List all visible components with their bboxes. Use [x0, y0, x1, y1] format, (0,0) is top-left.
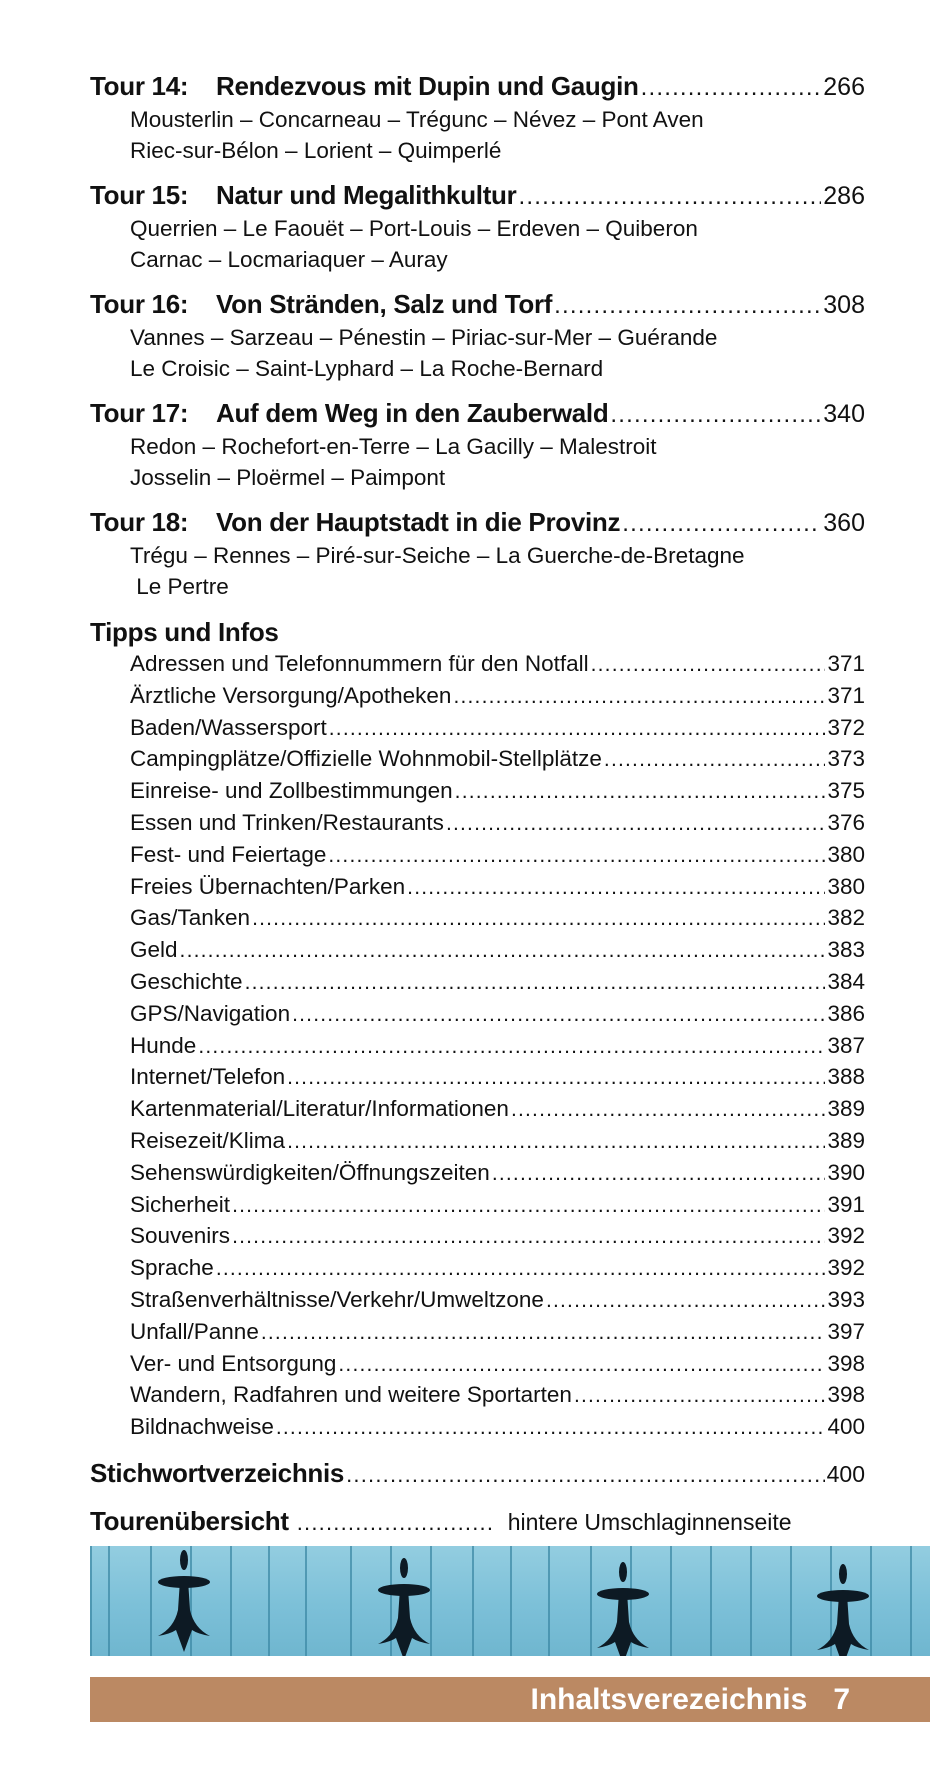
tips-entry[interactable] — [130, 999, 865, 1031]
footer-title — [531, 1677, 850, 1722]
entry-page: 371 — [827, 651, 865, 676]
tips-entry[interactable] — [130, 967, 865, 999]
tips-entry[interactable] — [130, 935, 865, 967]
tour-stops-line: Le Croisic – Saint-Lyphard – La Roche-Bernard — [130, 356, 604, 381]
entry-label: Geschichte — [130, 968, 243, 994]
ermine-icon — [593, 1562, 653, 1656]
dot-leader — [276, 1413, 826, 1444]
dot-leader — [574, 1381, 826, 1412]
dot-leader — [455, 777, 826, 808]
dot-leader — [604, 745, 826, 776]
dot-leader — [622, 508, 821, 540]
dot-leader — [453, 682, 825, 713]
tour-title: Rendezvous mit Dupin und Gaugin — [216, 71, 639, 101]
dot-leader — [546, 1286, 826, 1317]
ermine-icon — [813, 1564, 873, 1656]
tour-heading[interactable] — [90, 70, 865, 104]
tour-page: 340 — [823, 400, 865, 428]
entry-page: 372 — [827, 714, 865, 740]
dot-leader — [180, 936, 826, 967]
dot-leader — [245, 968, 826, 999]
tour-entry — [90, 397, 865, 493]
ermine-door-photo — [90, 1546, 930, 1656]
tour-number: Tour 14: — [90, 71, 189, 101]
entry-page: 391 — [827, 1191, 865, 1217]
dot-leader — [252, 904, 825, 935]
tips-entry[interactable] — [130, 1349, 865, 1381]
tips-entry[interactable] — [130, 1126, 865, 1158]
dot-leader — [292, 1000, 825, 1031]
tips-entry[interactable] — [130, 713, 865, 745]
wood-plank-line — [90, 1546, 92, 1656]
tips-entry[interactable] — [130, 1285, 865, 1317]
tips-entry[interactable] — [130, 1380, 865, 1412]
wood-plank-line — [150, 1546, 152, 1656]
entry-page: 400 — [826, 1460, 865, 1487]
dot-leader — [554, 290, 821, 322]
entry-label: Wandern, Radfahren und weitere Sportarten — [130, 1382, 572, 1408]
entry-label: Ärztliche Versorgung/Apotheken — [130, 682, 452, 708]
tips-entry[interactable] — [130, 776, 865, 808]
entry-page: 376 — [827, 809, 865, 835]
entry-page: 384 — [827, 968, 865, 994]
tour-page: 360 — [823, 509, 865, 537]
tips-entry[interactable] — [130, 1158, 865, 1190]
tour-page: 286 — [823, 182, 865, 210]
entry-page: 397 — [827, 1318, 865, 1344]
wood-plank-line — [472, 1546, 474, 1656]
dot-leader — [338, 1350, 825, 1381]
dot-leader — [610, 399, 821, 431]
tour-title: Von Stränden, Salz und Torf — [216, 289, 553, 319]
dot-leader — [287, 1063, 825, 1094]
wood-plank-line — [548, 1546, 550, 1656]
tour-title: Von der Hauptstadt in die Provinz — [216, 507, 621, 537]
entry-label: Straßenverhältnisse/Verkehr/Umweltzone — [130, 1286, 544, 1312]
tour-entry — [90, 288, 865, 384]
entry-page: 390 — [827, 1159, 865, 1185]
tour-stops — [90, 431, 865, 493]
tour-number: Tour 15: — [90, 180, 189, 210]
entry-label: Souvenirs — [130, 1223, 231, 1249]
tour-heading[interactable] — [90, 288, 865, 322]
wood-plank-line — [750, 1546, 752, 1656]
entry-label: Campingplätze/Offizielle Wohnmobil-Stellplätze — [130, 746, 602, 772]
dot-leader — [346, 1458, 825, 1492]
tips-entry[interactable] — [130, 1031, 865, 1063]
entry-page: hintere Umschlaginnenseite — [507, 1508, 792, 1535]
dot-leader — [232, 1191, 825, 1222]
tour-stops-line: Querrien – Le Faouët – Port-Louis – Erdeven – Quiberon — [130, 216, 698, 241]
tour-stops-line: Mousterlin – Concarneau – Trégunc – Névez – Pont Aven — [130, 107, 704, 132]
entry-page: 373 — [827, 746, 865, 772]
entry-page: 387 — [827, 1032, 865, 1058]
entry-page: 392 — [827, 1223, 865, 1249]
wood-plank-line — [350, 1546, 352, 1656]
tour-stops — [90, 104, 865, 166]
tips-entry[interactable] — [130, 1062, 865, 1094]
tour-entry — [90, 70, 865, 166]
tips-entry[interactable] — [130, 744, 865, 776]
dot-leader — [287, 1127, 825, 1158]
wood-plank-line — [670, 1546, 672, 1656]
wood-plank-line — [268, 1546, 270, 1656]
entry-page: 388 — [827, 1064, 865, 1090]
dot-leader — [198, 1032, 825, 1063]
dot-leader — [232, 1222, 825, 1253]
tour-stops-line: Riec-sur-Bélon – Lorient – Quimperlé — [130, 138, 502, 163]
tour-stops — [90, 540, 865, 602]
entry-page: 371 — [827, 682, 865, 708]
entry-label: Fest- und Feiertage — [130, 841, 327, 867]
toc-entry-overview[interactable] — [90, 1504, 865, 1540]
entry-label: Unfall/Panne — [130, 1318, 259, 1344]
entry-page: 382 — [827, 905, 865, 931]
tips-entry[interactable] — [130, 808, 865, 840]
wood-plank-line — [305, 1546, 307, 1656]
table-of-contents — [90, 70, 865, 1540]
tips-entry[interactable] — [130, 903, 865, 935]
entry-page: 375 — [827, 778, 865, 804]
tour-entry — [90, 179, 865, 275]
dot-leader — [492, 1159, 826, 1190]
tour-heading[interactable] — [90, 506, 865, 540]
tips-entry[interactable] — [130, 1190, 865, 1222]
tips-entry[interactable] — [130, 681, 865, 713]
entry-page: 389 — [827, 1096, 865, 1122]
tour-stops-line: Trégu – Rennes – Piré-sur-Seiche – La Guerche-de-Bretagne — [130, 543, 745, 568]
tour-title: Auf dem Weg in den Zauberwald — [216, 398, 609, 428]
dot-leader — [591, 650, 826, 681]
ermine-icon — [154, 1550, 214, 1654]
tour-number: Tour 18: — [90, 507, 189, 537]
dot-leader — [329, 714, 826, 745]
entry-label: Tourenübersicht — [90, 1505, 289, 1536]
ermine-icon — [374, 1558, 434, 1656]
tips-entry[interactable] — [130, 649, 865, 681]
footer-section: Inhaltsverezeichnis — [530, 1683, 808, 1716]
section-title: Tipps und Infos — [90, 617, 279, 647]
toc-entry-index[interactable] — [90, 1456, 865, 1492]
entry-page: 380 — [827, 873, 865, 899]
entry-page: 393 — [827, 1286, 865, 1312]
tour-stops — [90, 322, 865, 384]
tour-title: Natur und Megalithkultur — [216, 180, 517, 210]
entry-label: Freies Übernachten/Parken — [130, 873, 406, 899]
tips-section — [90, 615, 865, 1444]
tour-heading[interactable] — [90, 179, 865, 213]
tips-entry[interactable] — [130, 1221, 865, 1253]
entry-page: 386 — [827, 1000, 865, 1026]
entry-page: 398 — [827, 1382, 865, 1408]
tour-page: 266 — [823, 73, 865, 101]
entry-label: Sicherheit — [130, 1191, 231, 1217]
wood-plank-line — [510, 1546, 512, 1656]
tour-stops — [90, 213, 865, 275]
wood-plank-line — [108, 1546, 110, 1656]
tips-entry[interactable] — [130, 872, 865, 904]
tour-page: 308 — [823, 291, 865, 319]
entry-page: 383 — [827, 937, 865, 963]
entry-page: 380 — [827, 841, 865, 867]
entry-page: 389 — [827, 1127, 865, 1153]
entry-label: Baden/Wassersport — [130, 714, 327, 740]
tour-list — [90, 70, 865, 602]
dot-leader — [511, 1095, 826, 1126]
entry-label: Einreise- und Zollbestimmungen — [130, 778, 453, 804]
dot-leader — [216, 1254, 826, 1285]
tips-entry[interactable] — [130, 840, 865, 872]
dot-leader — [261, 1318, 826, 1349]
tips-list — [90, 649, 865, 1444]
entry-label: Bildnachweise — [130, 1414, 274, 1440]
dot-leader — [297, 1506, 492, 1540]
entry-label: Reisezeit/Klima — [130, 1127, 286, 1153]
tour-stops-line: Carnac – Locmariaquer – Auray — [130, 247, 448, 272]
entry-page: 392 — [827, 1255, 865, 1281]
tour-stops-line: Redon – Rochefort-en-Terre – La Gacilly – Malestroit — [130, 434, 657, 459]
tour-number: Tour 17: — [90, 398, 189, 428]
wood-plank-line — [710, 1546, 712, 1656]
tour-heading[interactable] — [90, 397, 865, 431]
running-footer — [90, 1677, 930, 1722]
entry-label: Sprache — [130, 1255, 214, 1281]
entry-label: Kartenmaterial/Literatur/Informationen — [130, 1096, 509, 1122]
entry-label: Ver- und Entsorgung — [130, 1350, 337, 1376]
tour-stops-line: Josselin – Ploërmel – Paimpont — [130, 465, 446, 490]
wood-plank-line — [790, 1546, 792, 1656]
dot-leader — [641, 72, 822, 104]
tour-number: Tour 16: — [90, 289, 189, 319]
tour-entry — [90, 506, 865, 602]
wood-plank-line — [910, 1546, 912, 1656]
tips-entry[interactable] — [130, 1412, 865, 1444]
wood-plank-line — [230, 1546, 232, 1656]
dot-leader — [407, 873, 825, 904]
tips-entry[interactable] — [130, 1094, 865, 1126]
tips-entry[interactable] — [130, 1317, 865, 1349]
entry-label: Essen und Trinken/Restaurants — [130, 809, 444, 835]
tips-entry[interactable] — [130, 1253, 865, 1285]
entry-label: Stichwortverzeichnis — [90, 1457, 345, 1488]
dot-leader — [328, 841, 825, 872]
wood-plank-line — [590, 1546, 592, 1656]
entry-label: GPS/Navigation — [130, 1000, 291, 1026]
tour-stops-line: Le Pertre — [130, 574, 229, 599]
entry-label: Adressen und Telefonnummern für den Notfall — [130, 651, 589, 676]
entry-label: Geld — [130, 937, 178, 963]
entry-label: Sehenswürdigkeiten/Öffnungszeiten — [130, 1159, 490, 1185]
tour-stops-line: Vannes – Sarzeau – Pénestin – Piriac-sur-Mer – Guérande — [130, 325, 718, 350]
dot-leader — [518, 181, 821, 213]
entry-page: 400 — [827, 1414, 865, 1440]
entry-label: Internet/Telefon — [130, 1064, 286, 1090]
entry-page: 398 — [827, 1350, 865, 1376]
dot-leader — [446, 809, 826, 840]
entry-label: Hunde — [130, 1032, 197, 1058]
entry-label: Gas/Tanken — [130, 905, 251, 931]
page-number: 7 — [833, 1683, 850, 1716]
